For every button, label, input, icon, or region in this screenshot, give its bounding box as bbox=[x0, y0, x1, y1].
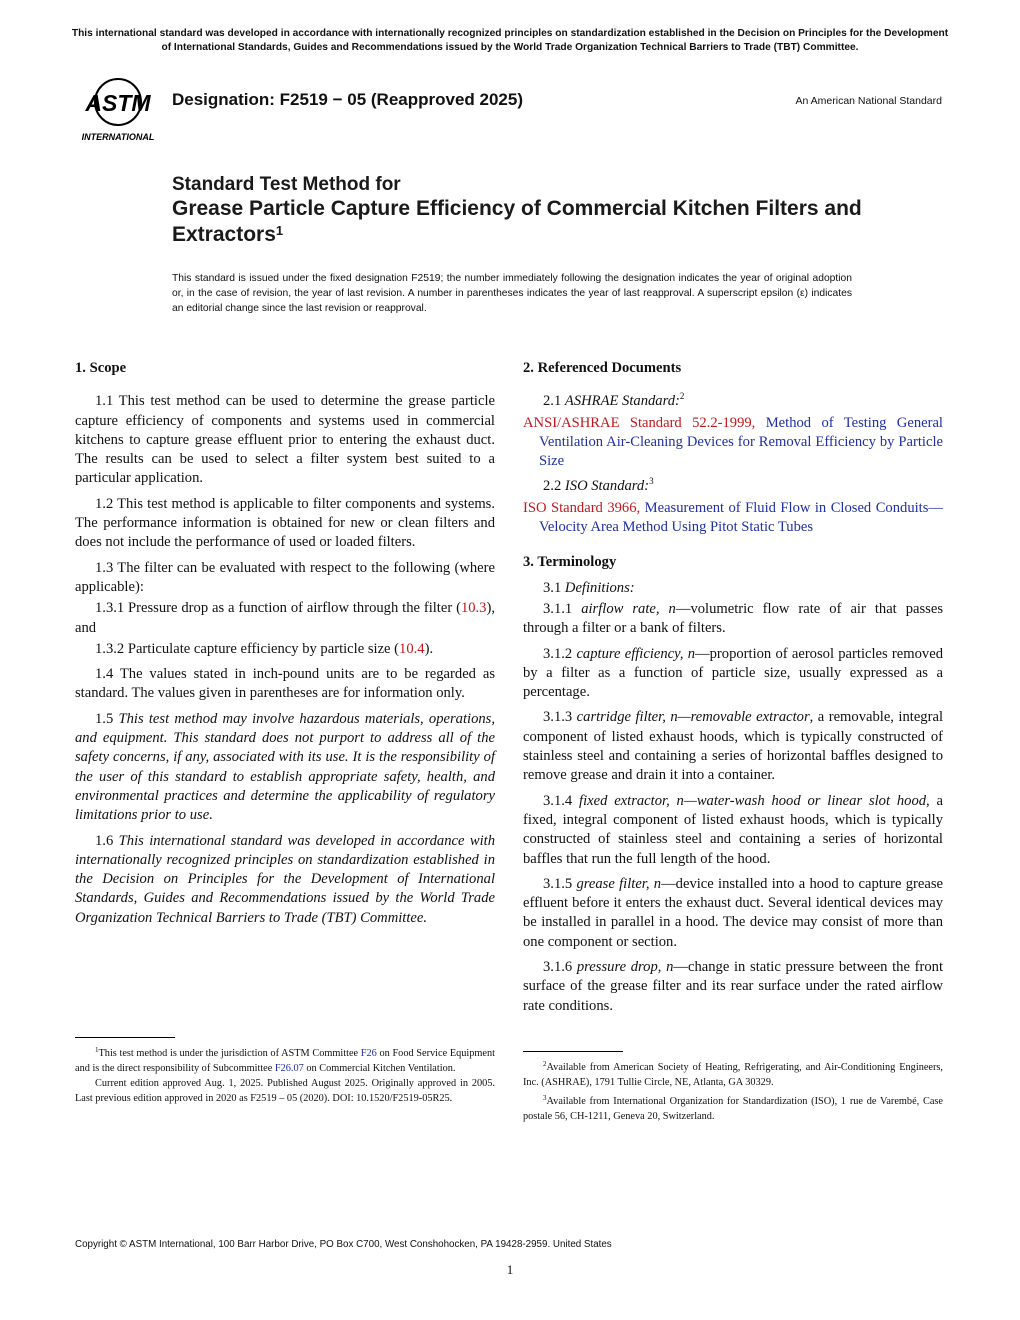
para-1-3-2 bbox=[75, 640, 495, 659]
def-2-text: —proportion of aerosol particles removed by a filter as a function of particle size, usually expressed as a percentage. bbox=[523, 645, 943, 701]
para-1-6-num: 1.6 bbox=[95, 832, 114, 849]
para-1-3-1 bbox=[75, 599, 495, 638]
def-6-term: pressure drop, n bbox=[576, 959, 674, 976]
footnote-1-para-2: Current edition approved Aug. 1, 2025. Published August 2025. Originally approved in 2005. Last previous edition approved in 2020 as F2519 – 05 (2020). DOI: 10.1520/F2519-05R25. bbox=[75, 1078, 495, 1104]
para-1-3-1-text: 1.3.1 Pressure drop as a function of airflow through the filter ( bbox=[95, 600, 461, 617]
link-f26[interactable]: F26 bbox=[360, 1048, 377, 1059]
definition-grease-filter bbox=[523, 875, 943, 952]
astm-logo bbox=[76, 78, 160, 144]
footnote-3-marker: 3 bbox=[543, 1094, 547, 1102]
para-1-5-text: This test method may involve hazardous materials, operations, and equipment. This standard does not purport to address all of the safety concerns, if any, associated with its use. It is the responsibility of the user of this standard to establish appropriate safety, health, and environmental practices and determine the applicability of regulatory limitations prior to use. bbox=[75, 710, 496, 824]
footnote-ref-3[interactable]: 3 bbox=[649, 476, 654, 487]
def-4-num: 3.1.4 bbox=[543, 792, 573, 809]
ashrae-title-link[interactable]: Method of Testing General Ventilation Air-Cleaning Devices for Removal Efficiency by Particle Size bbox=[539, 414, 943, 470]
para-1-3-2-end: ). bbox=[424, 640, 434, 657]
issuance-note: This standard is issued under the fixed designation F2519; the number immediately following the designation indicates the year of original adoption or, in the case of revision, the year of last revision. A number in parentheses indicates the year of last reapproval. A superscript epsilon (ε) indicates an editorial change since the last revision or reapproval. bbox=[172, 273, 852, 314]
def-5-num: 3.1.5 bbox=[543, 875, 573, 892]
para-1-6-text: This international standard was developed in accordance with internationally recognized principles on standardization established in the Decision on Principles for the Development of International Standards, Guides and Recommendations issued by the World Trade Organization Technical Barriers to Trade (TBT) Committee. bbox=[75, 832, 496, 926]
iso-reference bbox=[523, 499, 943, 538]
definition-fixed-extractor bbox=[523, 792, 943, 869]
footnote-1 bbox=[75, 1046, 495, 1106]
link-10-3[interactable]: 10.3 bbox=[460, 600, 487, 617]
page-number: 1 bbox=[506, 1262, 514, 1277]
copyright: Copyright © ASTM International, 100 Barr Harbor Drive, PO Box C700, West Conshohocken, PA 19428-2959. United States bbox=[75, 1239, 612, 1250]
footnote-3-text: Available from International Organization for Standardization (ISO), 1 rue de Varembé, Case postale 56, CH-1211, Geneva 20, Switzerland. bbox=[523, 1096, 943, 1122]
definition-cartridge-filter bbox=[523, 708, 943, 785]
title-line-1: Standard Test Method for bbox=[172, 174, 401, 195]
definition-capture-efficiency bbox=[523, 645, 943, 703]
logo-subtext: INTERNATIONAL bbox=[81, 132, 155, 142]
para-1-3: 1.3 The filter can be evaluated with respect to the following (where applicable): bbox=[75, 559, 495, 595]
para-3-1 bbox=[523, 579, 943, 598]
section-heading-terminology: 3. Terminology bbox=[523, 554, 617, 571]
para-1-2: 1.2 This test method is applicable to filter components and systems. The performance information is obtained for new or clean filters and does not include the performance of used or loaded filters. bbox=[75, 495, 495, 551]
para-2-1-label: ASHRAE Standard: bbox=[564, 393, 680, 410]
logo-text: ASTM bbox=[85, 90, 151, 116]
para-1-1: 1.1 This test method can be used to determine the grease particle capture efficiency of components and systems used in commercial kitchens to capture grease effluent prior to entering the exhaust duct. The results can be used to select a filter system best suited to a particular application. bbox=[75, 393, 495, 487]
def-5-term: grease filter, n bbox=[576, 875, 662, 892]
para-1-5 bbox=[75, 710, 495, 826]
footnotes-right bbox=[523, 1060, 943, 1124]
para-1-6 bbox=[75, 832, 495, 928]
def-6-text: —change in static pressure between the front surface of the grease filter and its rear surface under the rated airflow rate conditions. bbox=[523, 959, 944, 1014]
footnote-2-marker: 2 bbox=[543, 1060, 547, 1068]
definition-airflow-rate bbox=[523, 600, 943, 639]
para-1-3-1-end: ), and bbox=[75, 600, 495, 636]
right-column bbox=[523, 359, 943, 1022]
iso-code-link[interactable]: ISO Standard 3966, bbox=[523, 499, 641, 516]
para-1-5-num: 1.5 bbox=[95, 710, 114, 727]
footnote-ref-2[interactable]: 2 bbox=[679, 391, 685, 402]
def-1-num: 3.1.1 bbox=[543, 600, 573, 617]
def-5-text: —device installed into a hood to capture grease effluent before it enters the exhaust duct. Several identical devices may be installed in parallel in a hood. The device may consist of more than one component or section. bbox=[523, 875, 943, 950]
footnote-1-marker: 1 bbox=[95, 1046, 99, 1054]
footnote-3 bbox=[523, 1094, 943, 1124]
ashrae-reference bbox=[523, 414, 943, 472]
para-2-1 bbox=[523, 392, 943, 411]
def-4-term: fixed extractor, n—water-wash hood or linear slot hood bbox=[579, 792, 927, 809]
def-3-term: cartridge filter, n—removable extractor bbox=[576, 709, 810, 726]
def-1-term: airflow rate, n bbox=[581, 600, 676, 617]
para-1-4: 1.4 The values stated in inch-pound units are to be regarded as standard. The values given in parentheses are for information only. bbox=[75, 666, 495, 702]
ashrae-code-link[interactable]: ANSI/ASHRAE Standard 52.2-1999, bbox=[523, 414, 756, 431]
title-footnote-ref[interactable]: 1 bbox=[275, 223, 284, 238]
iso-title-link[interactable]: Measurement of Fluid Flow in Closed Conduits—Velocity Area Method Using Pitot Static Tubes bbox=[539, 499, 943, 536]
def-2-term: capture efficiency, n bbox=[576, 645, 696, 662]
title-main: Grease Particle Capture Efficiency of Commercial Kitchen Filters and Extractors bbox=[172, 197, 862, 246]
footnote-divider-right bbox=[523, 1051, 623, 1052]
para-1-3-2-text: 1.3.2 Particulate capture efficiency by particle size ( bbox=[95, 640, 400, 657]
top-notice: This international standard was developed in accordance with internationally recognized principles on standardization established in the Decision on Principles for the Development of International Standards, Guides and Recommendations issued by the World Trade Organization Technical Barriers to Trade (TBT) Committee. bbox=[71, 28, 949, 53]
definition-pressure-drop bbox=[523, 958, 943, 1016]
footnote-1-a: This test method is under the jurisdiction of ASTM Committee bbox=[98, 1048, 361, 1059]
national-standard-label: An American National Standard bbox=[795, 95, 942, 107]
title-line-2 bbox=[172, 196, 932, 248]
link-10-4[interactable]: 10.4 bbox=[399, 640, 425, 657]
footnote-1-b: on Food Service Equipment and is the direct responsibility of Subcommittee bbox=[75, 1048, 496, 1074]
section-heading-referenced: 2. Referenced Documents bbox=[523, 360, 682, 376]
para-2-2 bbox=[523, 477, 943, 496]
para-2-1-num: 2.1 bbox=[543, 393, 562, 410]
def-4-text: , a fixed, integral component of listed exhaust hoods, which is typically constructed of stainless steel and containing a series of horizontal baffles that run the full length of the hood. bbox=[523, 792, 943, 867]
section-heading-scope: 1. Scope bbox=[75, 360, 127, 376]
footnote-1-c: on Commercial Kitchen Ventilation. bbox=[303, 1063, 456, 1074]
document-title bbox=[172, 173, 932, 248]
def-3-num: 3.1.3 bbox=[543, 709, 573, 726]
link-f26-07[interactable]: F26.07 bbox=[274, 1063, 304, 1074]
para-2-2-label: ISO Standard: bbox=[564, 478, 650, 495]
para-3-1-num: 3.1 bbox=[543, 579, 562, 596]
def-1-text: —volumetric flow rate of air that passes through a filter or a bank of filters. bbox=[523, 600, 944, 637]
def-3-text: , a removable, integral component of listed exhaust hoods, which is typically constructed of stainless steel and containing a series of horizontal baffles designed to remove grease and drain it into a container. bbox=[523, 709, 943, 784]
def-2-num: 3.1.2 bbox=[543, 645, 573, 662]
def-6-num: 3.1.6 bbox=[543, 959, 573, 976]
left-column bbox=[75, 359, 495, 934]
designation: Designation: F2519 − 05 (Reapproved 2025) bbox=[172, 90, 523, 109]
footnote-2-text: Available from American Society of Heating, Refrigerating, and Air-Conditioning Engineers, Inc. (ASHRAE), 1791 Tullie Circle, NE, Atlanta, GA 30329. bbox=[523, 1062, 943, 1088]
footnote-divider-left bbox=[75, 1037, 175, 1038]
para-2-2-num: 2.2 bbox=[543, 478, 562, 495]
footnote-2 bbox=[523, 1060, 943, 1090]
footnote-1-para-1 bbox=[75, 1046, 495, 1076]
para-3-1-label: Definitions: bbox=[564, 579, 635, 596]
